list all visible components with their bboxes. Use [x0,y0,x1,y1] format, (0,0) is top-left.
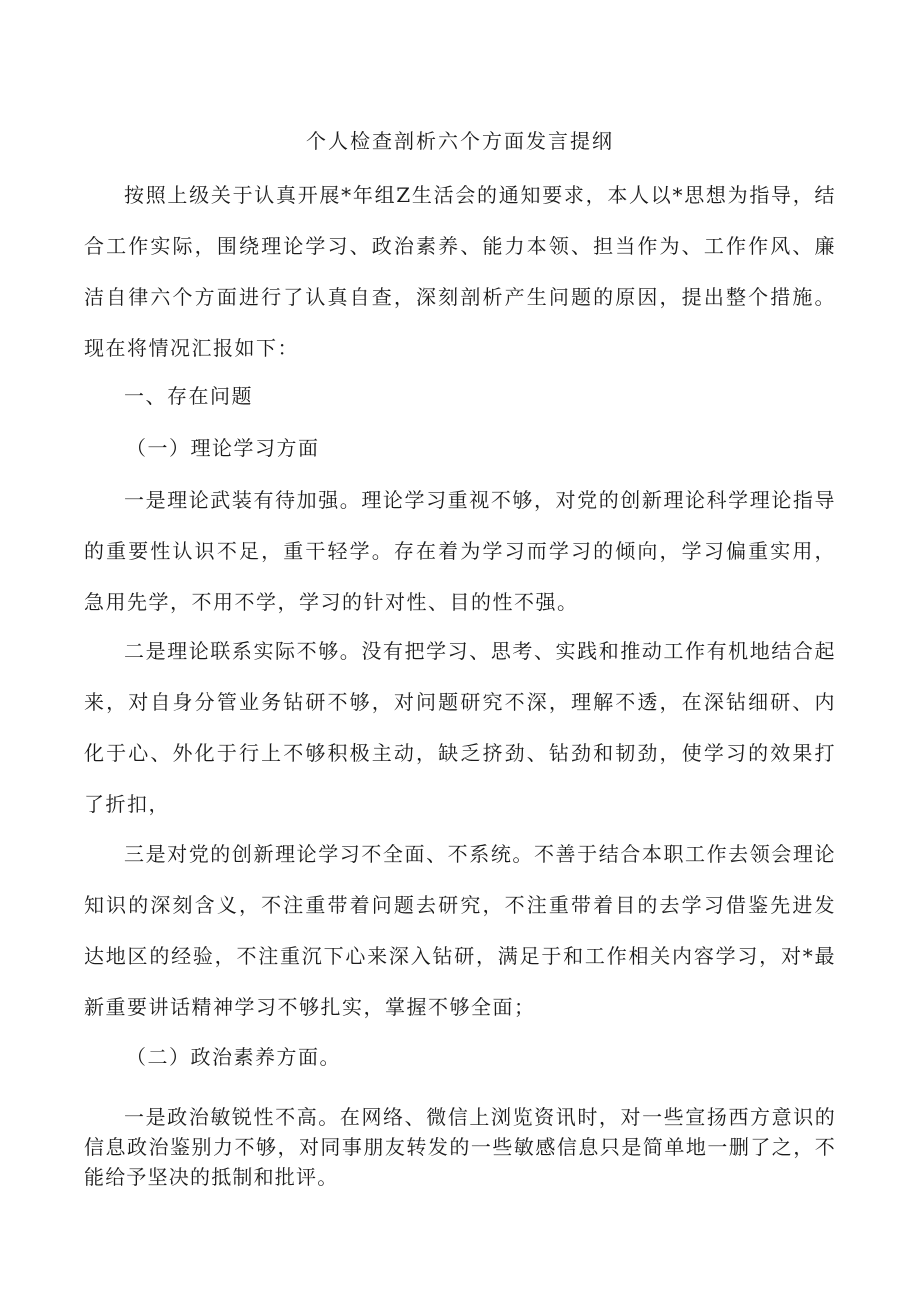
section-heading-problems: 一、存在问题 [124,384,253,408]
theory-point-1: 一是理论武装有待加强。理论学习重视不够，对党的创新理论科学理论指导的重要性认识不足，重干轻学。存在着为学习而学习的倾向，学习偏重实用，急用先学，不用不学，学习的针对性、目的性不强。 [84,488,836,614]
intro-paragraph: 按照上级关于认真开展*年组Z生活会的通知要求，本人以*思想为指导，结合工作实际，围绕理论学习、政治素养、能力本领、担当作为、工作作风、廉洁自律六个方面进行了认真自查，深刻剖析产生问题的原因，提出整个措施。现在将情况汇报如下： [84,183,836,360]
theory-point-2: 二是理论联系实际不够。没有把学习、思考、实践和推动工作有机地结合起来，对自身分管业务钻研不够，对问题研究不深，理解不透，在深钻细研、内化于心、外化于行上不够积极主动，缺乏挤劲、钻劲和韧劲，使学习的效果打了折扣， [84,639,836,816]
subsection-heading-theory: （一）理论学习方面 [126,436,320,460]
subsection-heading-politics: （二）政治素养方面。 [126,1045,341,1069]
document-title: 个人检查剖析六个方面发言提纲 [306,129,614,153]
politics-point-1: 一是政治敏锐性不高。在网络、微信上浏览资讯时，对一些宣扬西方意识的信息政治鉴别力不够，对同事朋友转发的一些敏感信息只是简单地一删了之，不能给予坚决的抵制和批评。 [84,1105,836,1189]
theory-point-3: 三是对党的创新理论学习不全面、不系统。不善于结合本职工作去领会理论知识的深刻含义，不注重带着问题去研究，不注重带着目的去学习借鉴先进发达地区的经验，不注重沉下心来深入钻研，满足于和工作相关内容学习，对*最新重要讲话精神学习不够扎实，掌握不够全面； [84,842,836,1019]
